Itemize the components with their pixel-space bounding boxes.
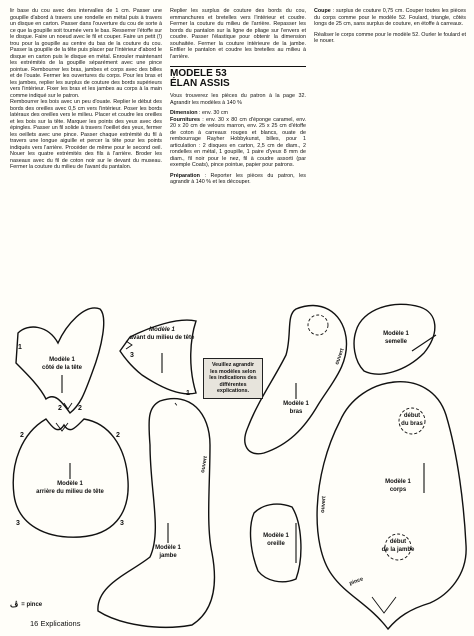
page-number: 16: [30, 619, 39, 628]
pattern-front-head: [120, 320, 196, 397]
dimension-text: Dimension : env. 30 cm: [170, 110, 229, 116]
svg-text:début: début: [403, 413, 421, 419]
svg-text:2: 2: [116, 432, 120, 439]
legend: [10, 600, 42, 609]
pattern-head-side: [16, 308, 104, 413]
svg-text:1: 1: [18, 344, 22, 351]
svg-text:Modèle 1: Modèle 1: [263, 533, 289, 539]
pattern-sole: [354, 304, 436, 374]
svg-text:de la jambe: de la jambe: [381, 547, 415, 553]
svg-text:Modèle 1: Modèle 1: [385, 479, 411, 485]
svg-text:Modèle 1: Modèle 1: [383, 331, 409, 337]
svg-text:Modèle 1: Modèle 1: [155, 545, 181, 551]
page-footer: [30, 619, 80, 628]
cutting-text: Coupe : surplus de couture 0,75 cm. Couper toutes les pièces du corps comme pour le modèle 52. Foulard, triangle, côtés longs de 25 cm, sans surplus de couture, en étoffe à carreaux.: [314, 8, 466, 27]
instruction-paragraph: Rembourrer les bois avec un peu d'ouate. Replier le début des bords des oreilles avec 0,5 cm vers l'intérieur. Poser les bords latéraux des oreilles vers le milieu. Placer et coudre les oreilles et les bois sur la tête. Marquer les points des yeux avec des épingles. Passer un fil solide à travers l'oeillet des yeux, fermer les oeillets avec une pince. Passer chaque extrémité du fil à travers une longue aiguille et percer la tête pour les points indiqués vers l'arrière. Procéder de même pour le second oeil. Nouer les quatre extrémités des fils à l'arrière. Broder les naseaux avec du fil de coton noir sur le devant du museau. Fermer la couture du milieu de l'avant du pantalon.: [10, 99, 162, 170]
svg-text:2: 2: [58, 405, 62, 412]
pattern-ear: [251, 504, 301, 582]
legend-label: = pince: [21, 601, 43, 608]
instruction-paragraph: lir base du cou avec des intervalles de 1 cm. Passer une goupille d'abord à travers une rondelle en métal puis à travers un disque en carton. Passer dans l'ouverture du cou de sorte à ce que la goupille soit tournée vers le bas. Resserrer l'étoffe sur le disque. Faire un noeud avec le fil et couper. Faire un petit (!) trou pour la goupille au centre du bas de la couture du cou. Passer la goupille de la tête puis placer par l'intérieur d'abord le disque en carton puis le disque en métal. Enrouler maintenant les extrémités de la goupille séparément avec une pince pointue. Rembourrer les bras, jambes et corps avec des billes et de l'ouate. Fermer les ouvertures du corps. Pour les bras et les jambes, replier les surplus de couture des bords supérieurs vers l'intérieur. Fixer les bras et les jambes au corps à la main comme indiqué sur le patron.: [10, 8, 162, 99]
instruction-paragraph: Replier les surplus de couture des bords du cou, emmanchures et bretelles vers l'intérieur et coudre. Fermer la couture du milieu de l'arrière. Repasser les bords du pantalon sur la ligne de pliage sur l'envers et coudre. Passer l'élastique pour obtenir la dimension souhaitée. Fermer la couture intérieure de la jambe. Enfiler le pantalon et coudre les bretelles au milieu à l'arrière.: [170, 8, 306, 60]
svg-text:début: début: [389, 539, 407, 545]
svg-text:2: 2: [20, 432, 24, 439]
svg-text:3: 3: [16, 520, 20, 527]
assembly-text: Réaliser le corps comme pour le modèle 52. Ourler le foulard et le nouer.: [314, 31, 466, 44]
text-column-2: [170, 8, 306, 308]
section-name: Explications: [40, 619, 81, 628]
pattern-back-head: [13, 419, 128, 537]
svg-text:ouvert: ouvert: [320, 495, 328, 514]
svg-text:avant du milieu de tête: avant du milieu de tête: [129, 335, 195, 341]
pattern-body: [317, 382, 466, 629]
svg-text:3: 3: [120, 520, 124, 527]
svg-text:bras: bras: [289, 409, 303, 415]
svg-text:2: 2: [78, 405, 82, 412]
svg-text:semelle: semelle: [384, 339, 408, 345]
svg-text:Modèle 1: Modèle 1: [149, 327, 175, 333]
text-column-1: [10, 8, 162, 326]
supplies-text: Fournitures : env. 30 x 80 cm d'éponge caramel, env. 20 x 20 cm de velours marron, env. 25 x 25 cm d'étoffe de coton à carreaux rouges et blancs, ouate de rembourrage Rayher Hobbykunst, billes, pour 1 articulation : 2 disques en carton, 2,5 cm de diam., 2 rondelles en métal, 1 goupille, 1 paire d'yeux 8 mm de diam., fil noir pour le nez, fil à coudre assorti (par exemple Coats), pince pointue, papier pour patrons.: [170, 116, 306, 168]
svg-text:jambe: jambe: [159, 553, 177, 559]
svg-text:Modèle 1: Modèle 1: [57, 481, 83, 487]
dart-icon: ڤ: [10, 600, 19, 609]
svg-text:3: 3: [130, 352, 134, 359]
svg-text:corps: corps: [389, 487, 407, 493]
intro-text: Vous trouverez les pièces du patron à la page 32. Agrandir les modèles à 140 %: [170, 93, 306, 106]
svg-text:1: 1: [186, 390, 190, 397]
svg-text:côté de la tête: côté de la tête: [41, 365, 83, 371]
svg-text:Modèle 1: Modèle 1: [283, 401, 309, 407]
preparation-text: Préparation : Reporter les pièces du patron, les agrandir à 140 % et les découper.: [170, 172, 306, 185]
svg-text:pince: pince: [348, 576, 365, 587]
svg-text:Modèle 1: Modèle 1: [49, 357, 75, 363]
svg-text:arrière du milieu de tête: arrière du milieu de tête: [36, 489, 104, 495]
svg-text:ouvert: ouvert: [200, 455, 209, 474]
model-title: MODELE 53 ÉLAN ASSIS: [170, 66, 306, 89]
text-column-3: [314, 8, 466, 88]
enlarge-notice: Veuillez agrandir les modèles selon les indications des différentes explications.: [203, 358, 263, 399]
svg-text:oreille: oreille: [267, 541, 285, 547]
pattern-pieces: [0, 295, 474, 636]
svg-text:du bras: du bras: [401, 421, 423, 427]
svg-text:ouvert: ouvert: [334, 347, 346, 366]
